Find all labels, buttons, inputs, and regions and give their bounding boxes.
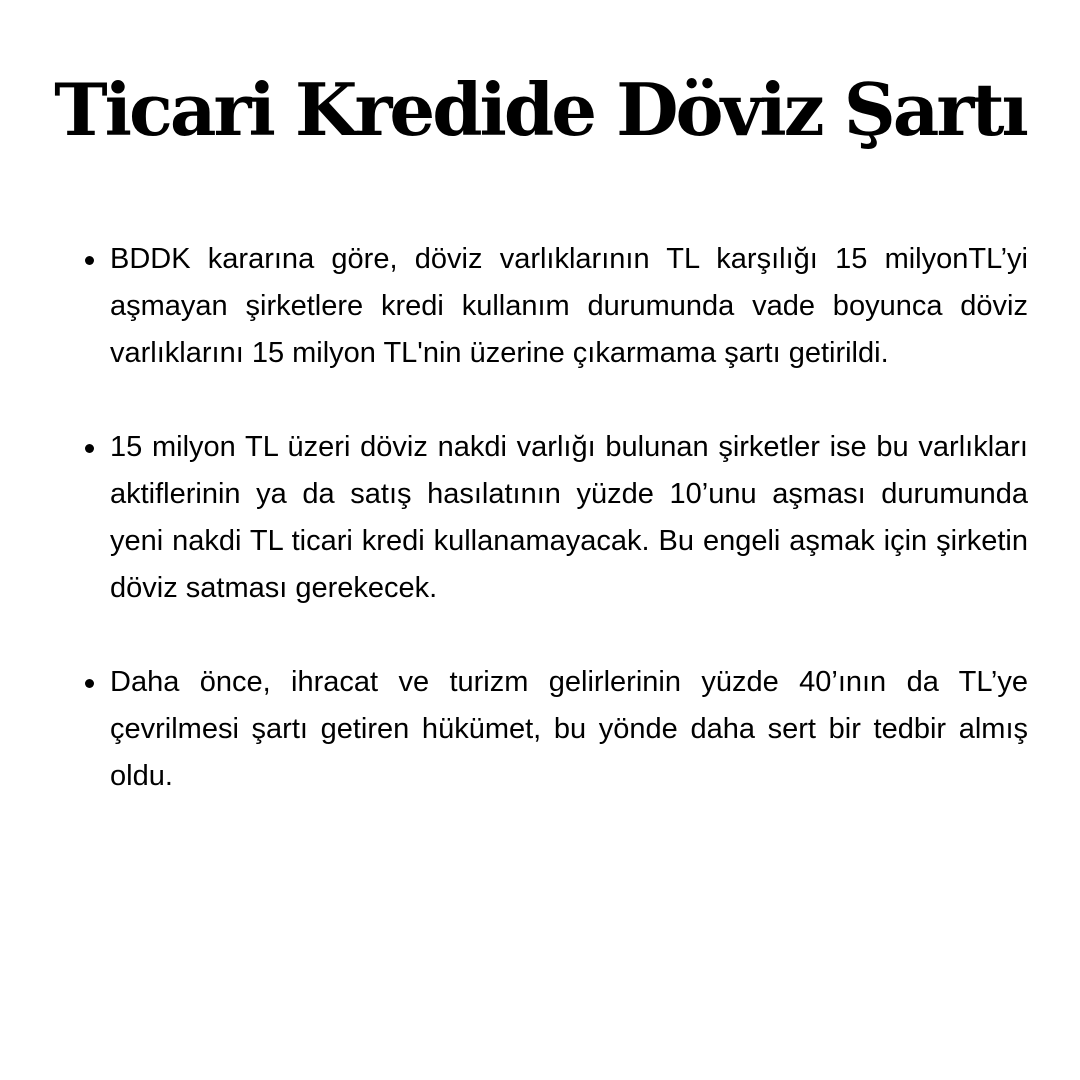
bullet-dot-icon (85, 444, 94, 453)
bullet-text: Daha önce, ihracat ve turizm gelirlerinin yüzde 40’ının da TL’ye çevrilmesi şartı getiren hükümet, bu yönde daha sert bir tedbir almış oldu. (110, 666, 1028, 792)
bullet-list (0, 236, 1080, 847)
bullet-text: BDDK kararına göre, döviz varlıklarının TL karşılığı 15 milyonTL’yi aşmayan şirketlere kredi kullanım durumunda vade boyunca döviz varlıklarını 15 milyon TL'nin üzerine çıkarmama şartı getirildi. (110, 243, 1028, 369)
bullet-item (110, 424, 1028, 612)
bullet-item (110, 236, 1028, 377)
page-title: Ticari Kredide Döviz Şartı (54, 67, 1026, 152)
bullet-dot-icon (85, 679, 94, 688)
bullet-dot-icon (85, 256, 94, 265)
bullet-item (110, 659, 1028, 800)
bullet-text: 15 milyon TL üzeri döviz nakdi varlığı bulunan şirketler ise bu varlıkları aktiflerinin ya da satış hasılatının yüzde 10’unu aşması durumunda yeni nakdi TL ticari kredi kullanamayacak. Bu engeli aşmak için şirketin döviz satması gerekecek. (110, 431, 1028, 604)
